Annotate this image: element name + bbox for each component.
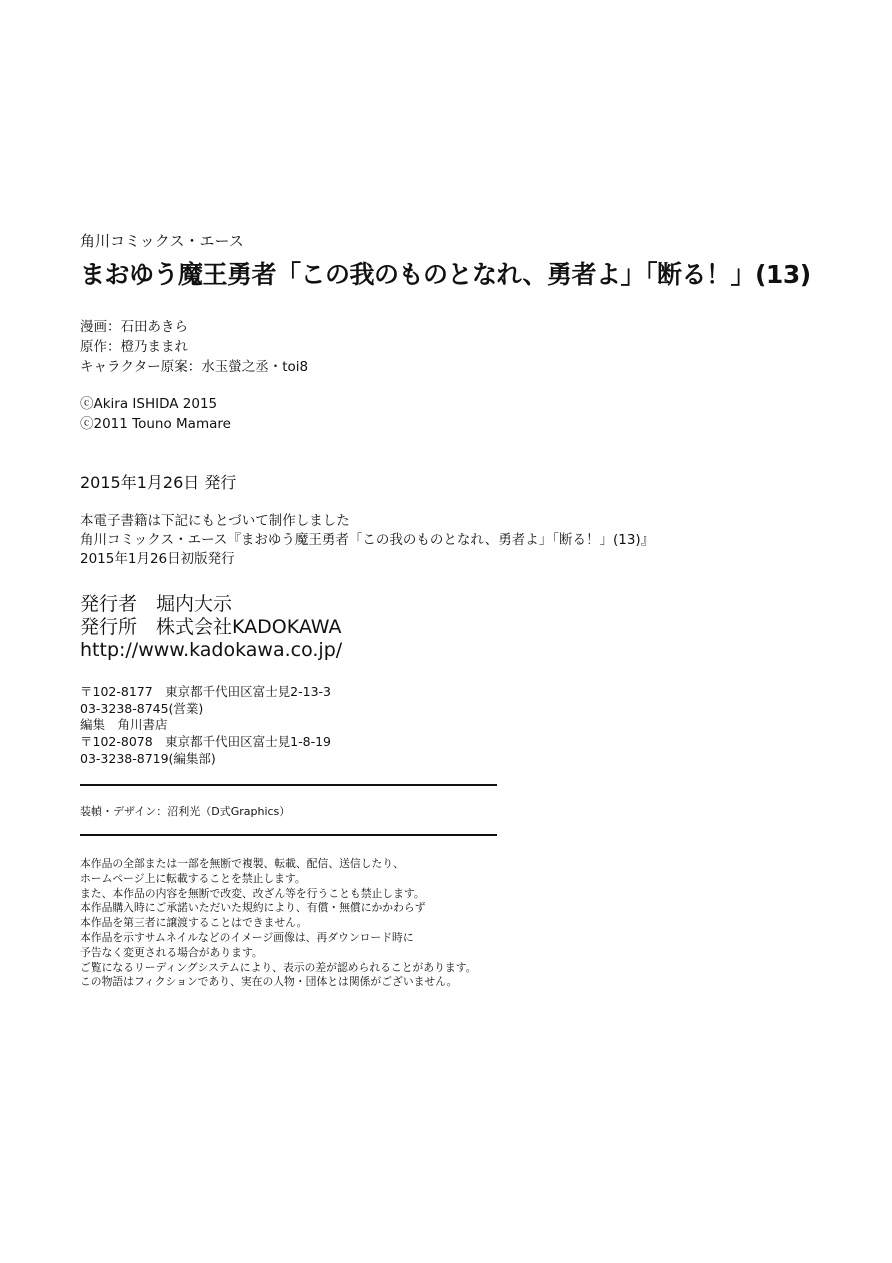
notice-line: 予告なく変更される場合があります。 <box>80 945 263 959</box>
credits <box>80 317 308 377</box>
ebook-note-line: 2015年1月26日初版発行 <box>80 551 235 567</box>
copyrights <box>80 394 231 434</box>
address-line: 編集 角川書店 <box>80 717 168 733</box>
ebook-note-line: 角川コミックス・エース『まおゆう魔王勇者「この我のものとなれ、勇者よ」「断る！」(13)』 <box>80 532 655 548</box>
address-line: 03-3238-8745(営業) <box>80 700 204 716</box>
notice-line: 本作品の全部または一部を無断で複製、転載、配信、送信したり、 <box>80 857 404 870</box>
notice-line: 本作品購入時にご承諾いただいた規約により、有償・無償にかかわらず <box>80 901 426 915</box>
address-info <box>80 684 331 768</box>
credit-original: 原作：橙乃ままれ <box>80 339 188 355</box>
book-title: まおゆう魔王勇者「この我のものとなれ、勇者よ」「断る！」(13) <box>80 260 811 289</box>
legal-notices <box>80 857 476 990</box>
copyright-line: ⓒ2011 Touno Mamare <box>80 416 231 432</box>
copyright-line: ⓒAkira ISHIDA 2015 <box>80 396 218 412</box>
publisher-person: 発行者 堀内大示 <box>80 593 233 615</box>
address-line: 〒102-8078 東京都千代田区富士見1-8-19 <box>80 734 332 750</box>
divider <box>80 784 497 786</box>
design-credit: 装幀・デザイン：沼利光（D式Graphics） <box>80 805 291 818</box>
publisher-info <box>80 593 342 662</box>
address-line: 〒102-8177 東京都千代田区富士見2-13-3 <box>80 684 332 699</box>
publish-date: 2015年1月26日 発行 <box>80 473 237 492</box>
publisher-url[interactable]: http://www.kadokawa.co.jp/ <box>80 639 343 661</box>
credit-character: キャラクター原案：水玉螢之丞・toi8 <box>80 359 309 375</box>
imprint-label: 角川コミックス・エース <box>80 232 244 250</box>
notice-line: ご覧になるリーディングシステムにより、表示の差が認められることがあります。 <box>80 960 477 974</box>
ebook-note <box>80 512 654 569</box>
credit-manga: 漫画：石田あきら <box>80 319 188 335</box>
notice-line: この物語はフィクションであり、実在の人物・団体とは関係がございません。 <box>80 975 458 989</box>
address-line: 03-3238-8719(編集部) <box>80 750 216 766</box>
divider <box>80 834 497 836</box>
notice-line: 本作品を示すサムネイルなどのイメージ画像は、再ダウンロード時に <box>80 930 414 944</box>
ebook-note-line: 本電子書籍は下記にもとづいて制作しました <box>80 513 350 529</box>
notice-line: ホームページ上に転載することを禁止します。 <box>80 871 306 885</box>
publisher-company: 発行所 株式会社KADOKAWA <box>80 616 342 638</box>
notice-line: 本作品を第三者に譲渡することはできません。 <box>80 916 308 930</box>
notice-line: また、本作品の内容を無断で改変、改ざん等を行うことも禁止します。 <box>80 886 425 900</box>
